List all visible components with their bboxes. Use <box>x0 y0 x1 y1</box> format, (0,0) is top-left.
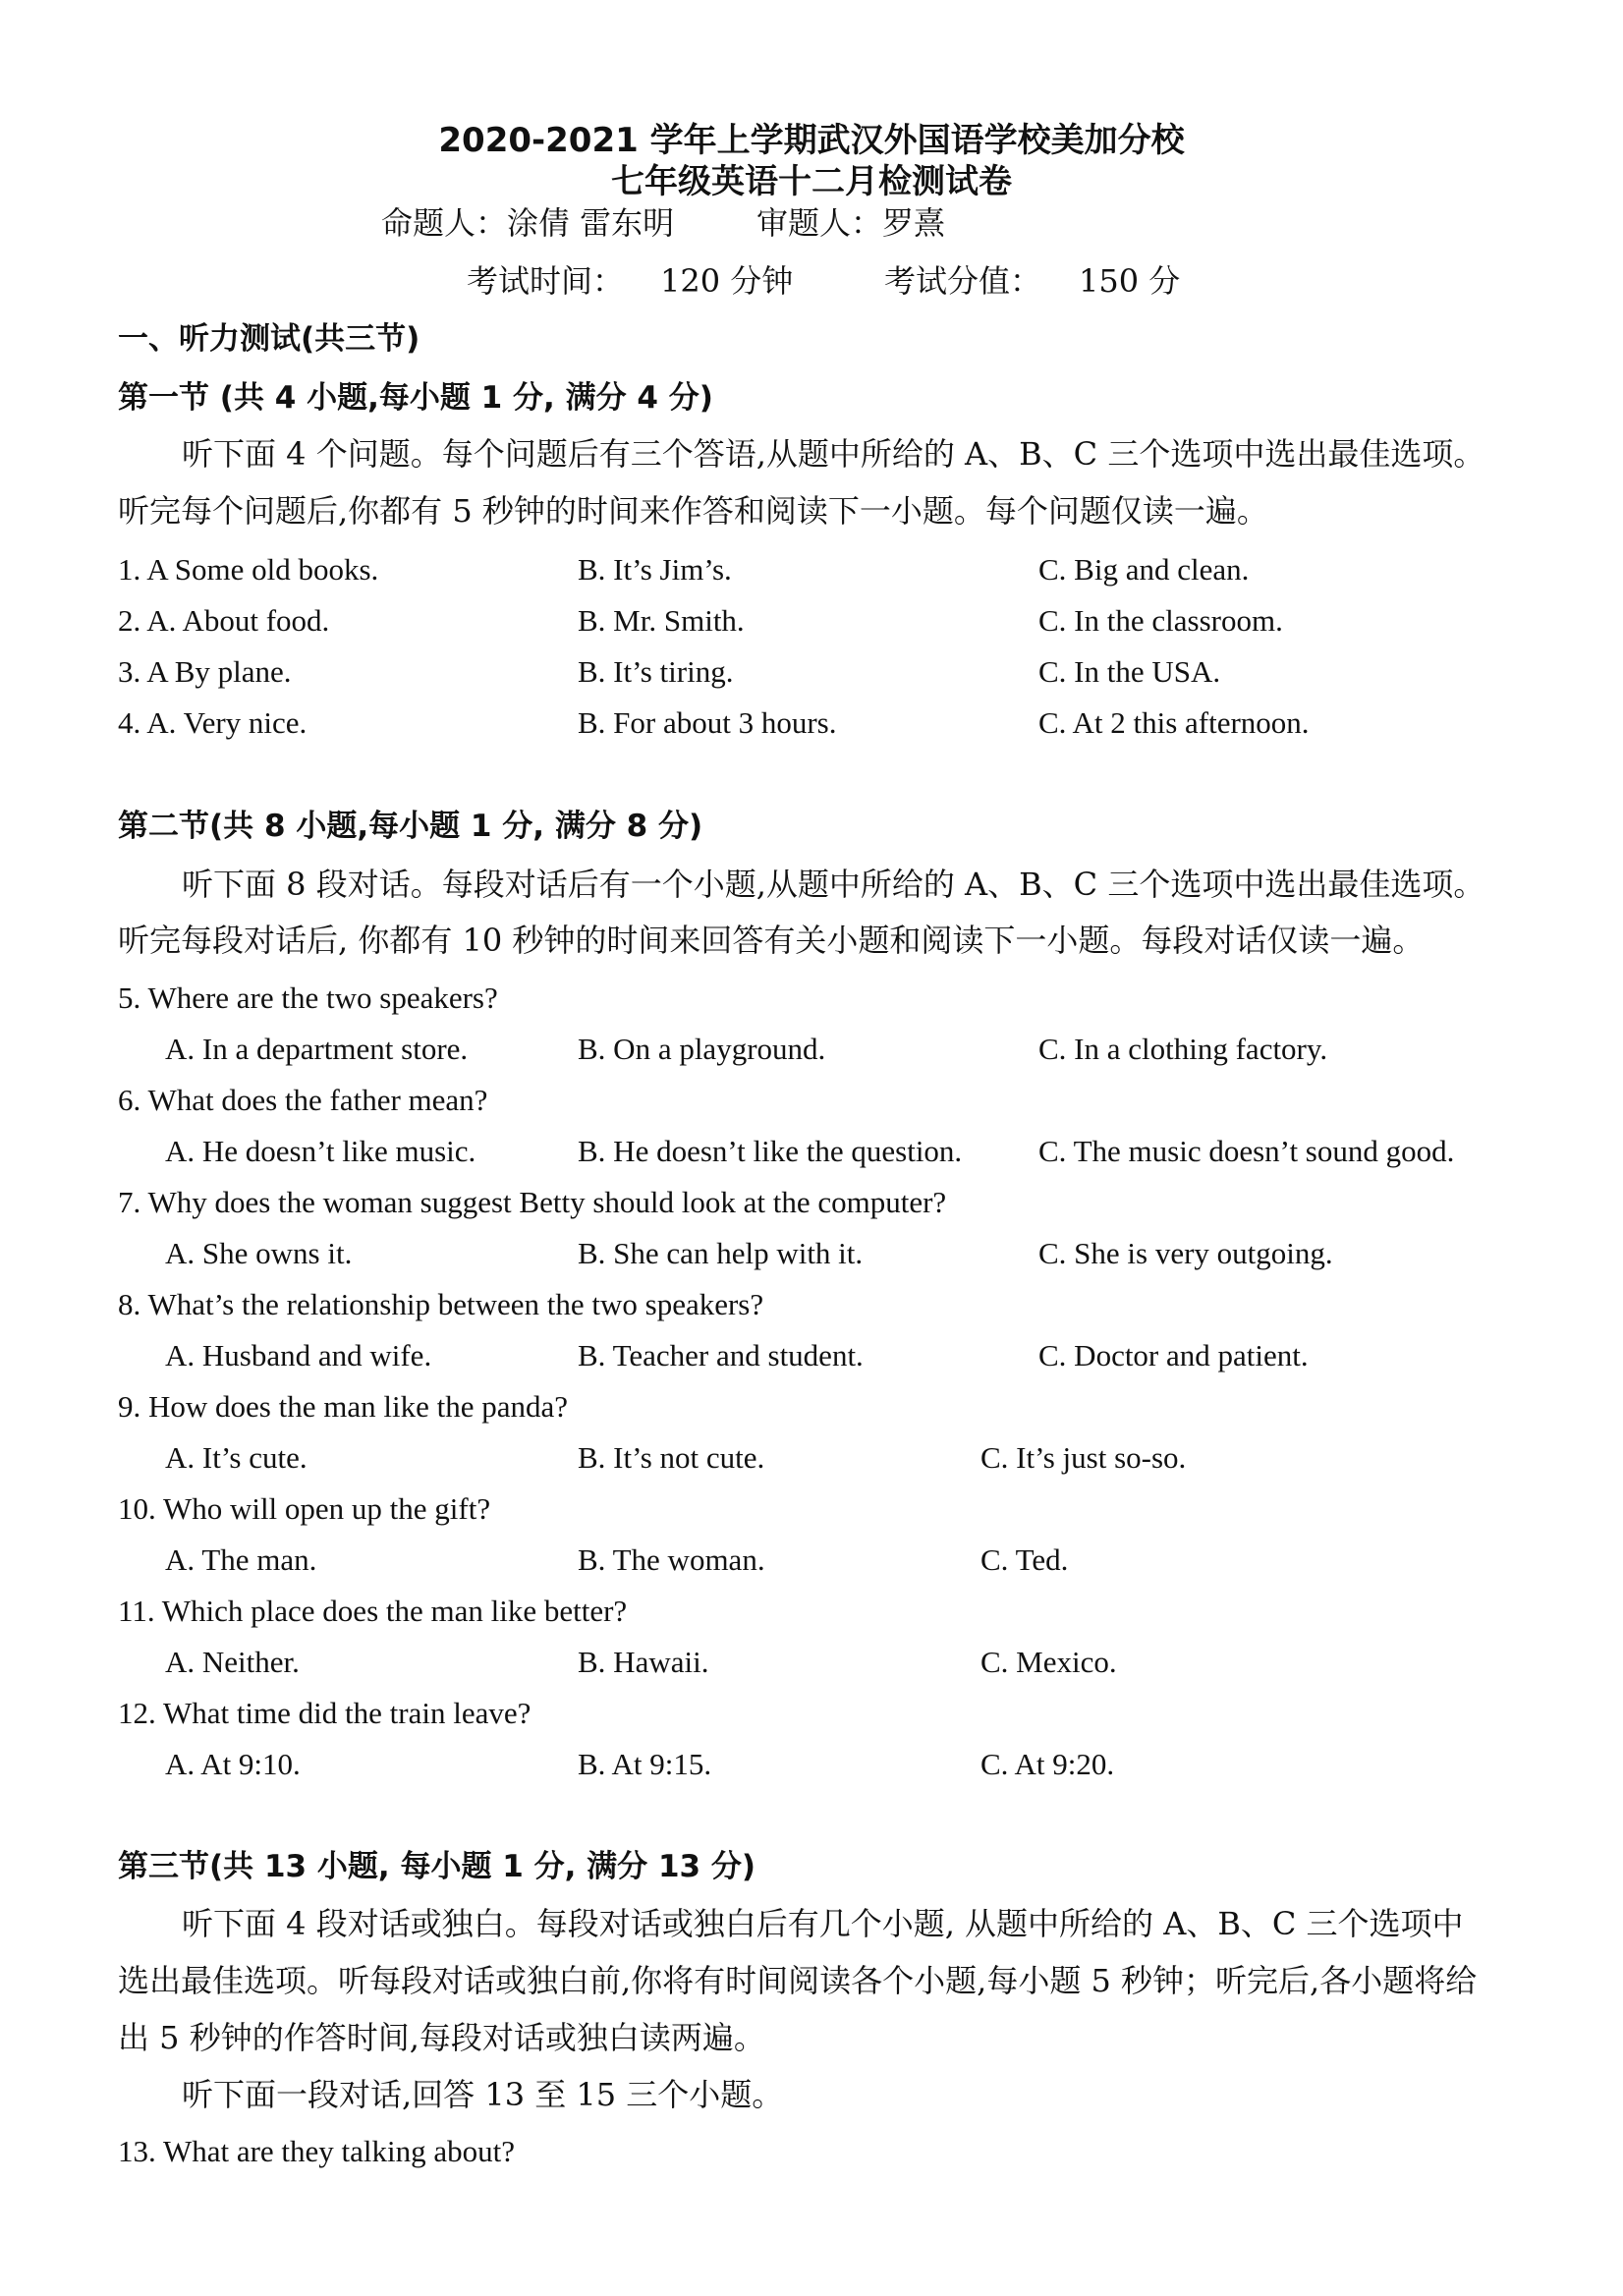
q12-option-a: A. At 9:10. <box>165 1747 301 1781</box>
q1-option-a: 1. A Some old books. <box>118 552 379 587</box>
time-label: 考试时间： <box>467 262 625 300</box>
time-value: 120 分钟 <box>660 262 794 300</box>
section3-instruction-line: 选出最佳选项。听每段对话或独白前,你将有时间阅读各个小题,每小题 5 秒钟；听完后,各小题将给 <box>118 1962 1478 1999</box>
section3-sub-instruction: 听下面一段对话,回答 13 至 15 三个小题。 <box>182 2076 784 2113</box>
q8-stem: 8. What’s the relationship between the two speakers? <box>118 1287 764 1321</box>
q2-option-b: B. Mr. Smith. <box>578 603 745 638</box>
part1-heading: 一、听力测试(共三节) <box>118 321 420 357</box>
q4-option-b: B. For about 3 hours. <box>578 705 837 740</box>
q6-stem: 6. What does the father mean? <box>118 1083 488 1117</box>
q10-stem: 10. Who will open up the gift? <box>118 1491 491 1526</box>
q7-option-a: A. She owns it. <box>165 1236 353 1270</box>
q8-option-b: B. Teacher and student. <box>578 1338 864 1372</box>
q5-stem: 5. Where are the two speakers? <box>118 980 498 1015</box>
q10-option-b: B. The woman. <box>578 1542 765 1577</box>
q12-stem: 12. What time did the train leave? <box>118 1696 532 1730</box>
q5-option-a: A. In a department store. <box>165 1032 469 1066</box>
section1-instruction-line: 听下面 4 个问题。每个问题后有三个答语,从题中所给的 A、B、C 三个选项中选出最佳选项。 <box>182 435 1485 473</box>
exam-title: 七年级英语十二月检测试卷 <box>611 162 1012 201</box>
q3-option-a: 3. A By plane. <box>118 654 292 689</box>
q6-option-a: A. He doesn’t like music. <box>165 1134 476 1168</box>
q2-option-c: C. In the classroom. <box>1038 603 1283 638</box>
q5-option-c: C. In a clothing factory. <box>1038 1032 1328 1066</box>
q3-option-b: B. It’s tiring. <box>578 654 734 689</box>
q9-option-a: A. It’s cute. <box>165 1440 308 1475</box>
q11-option-b: B. Hawaii. <box>578 1645 709 1679</box>
section1-heading: 第一节 (共 4 小题,每小题 1 分, 满分 4 分) <box>118 380 713 416</box>
score-value: 150 分 <box>1079 262 1181 300</box>
q9-stem: 9. How does the man like the panda? <box>118 1389 568 1424</box>
q11-option-c: C. Mexico. <box>980 1645 1117 1679</box>
q11-option-a: A. Neither. <box>165 1645 300 1679</box>
score-label: 考试分值： <box>884 262 1042 300</box>
school-title: 2020-2021 学年上学期武汉外国语学校美加分校 <box>438 121 1185 160</box>
q9-option-b: B. It’s not cute. <box>578 1440 765 1475</box>
q8-option-c: C. Doctor and patient. <box>1038 1338 1309 1372</box>
section2-heading: 第二节(共 8 小题,每小题 1 分, 满分 8 分) <box>118 809 703 844</box>
q1-option-b: B. It’s Jim’s. <box>578 552 732 587</box>
q9-option-c: C. It’s just so-so. <box>980 1440 1187 1475</box>
q6-option-b: B. He doesn’t like the question. <box>578 1134 963 1168</box>
q7-option-c: C. She is very outgoing. <box>1038 1236 1333 1270</box>
section1-instruction-line: 听完每个问题后,你都有 5 秒钟的时间来作答和阅读下一小题。每个问题仅读一遍。 <box>118 492 1268 530</box>
q7-stem: 7. Why does the woman suggest Betty should look at the computer? <box>118 1185 947 1219</box>
section2-instruction-line: 听完每段对话后, 你都有 10 秒钟的时间来回答有关小题和阅读下一小题。每段对话仅读一遍。 <box>118 922 1425 959</box>
section3-instruction-line: 听下面 4 段对话或独白。每段对话或独白后有几个小题, 从题中所给的 A、B、C 三个选项中 <box>182 1905 1464 1942</box>
q2-option-a: 2. A. About food. <box>118 603 330 638</box>
q10-option-c: C. Ted. <box>980 1542 1069 1577</box>
setters: 命题人：涂倩 雷东明 <box>381 204 675 242</box>
section2-instruction-line: 听下面 8 段对话。每段对话后有一个小题,从题中所给的 A、B、C 三个选项中选出最佳选项。 <box>182 866 1485 903</box>
q4-option-c: C. At 2 this afternoon. <box>1038 705 1310 740</box>
reviewer: 审题人：罗熹 <box>756 204 946 242</box>
q6-option-c: C. The music doesn’t sound good. <box>1038 1134 1455 1168</box>
q4-option-a: 4. A. Very nice. <box>118 705 308 740</box>
section3-instruction-line: 出 5 秒钟的作答时间,每段对话或独白读两遍。 <box>118 2019 765 2056</box>
q13-stem: 13. What are they talking about? <box>118 2134 516 2168</box>
q5-option-b: B. On a playground. <box>578 1032 826 1066</box>
q11-stem: 11. Which place does the man like better? <box>118 1594 628 1628</box>
q1-option-c: C. Big and clean. <box>1038 552 1250 587</box>
q12-option-c: C. At 9:20. <box>980 1747 1115 1781</box>
q10-option-a: A. The man. <box>165 1542 317 1577</box>
section3-heading: 第三节(共 13 小题, 每小题 1 分, 满分 13 分) <box>118 1849 756 1884</box>
q8-option-a: A. Husband and wife. <box>165 1338 432 1372</box>
q7-option-b: B. She can help with it. <box>578 1236 864 1270</box>
q12-option-b: B. At 9:15. <box>578 1747 712 1781</box>
q3-option-c: C. In the USA. <box>1038 654 1221 689</box>
